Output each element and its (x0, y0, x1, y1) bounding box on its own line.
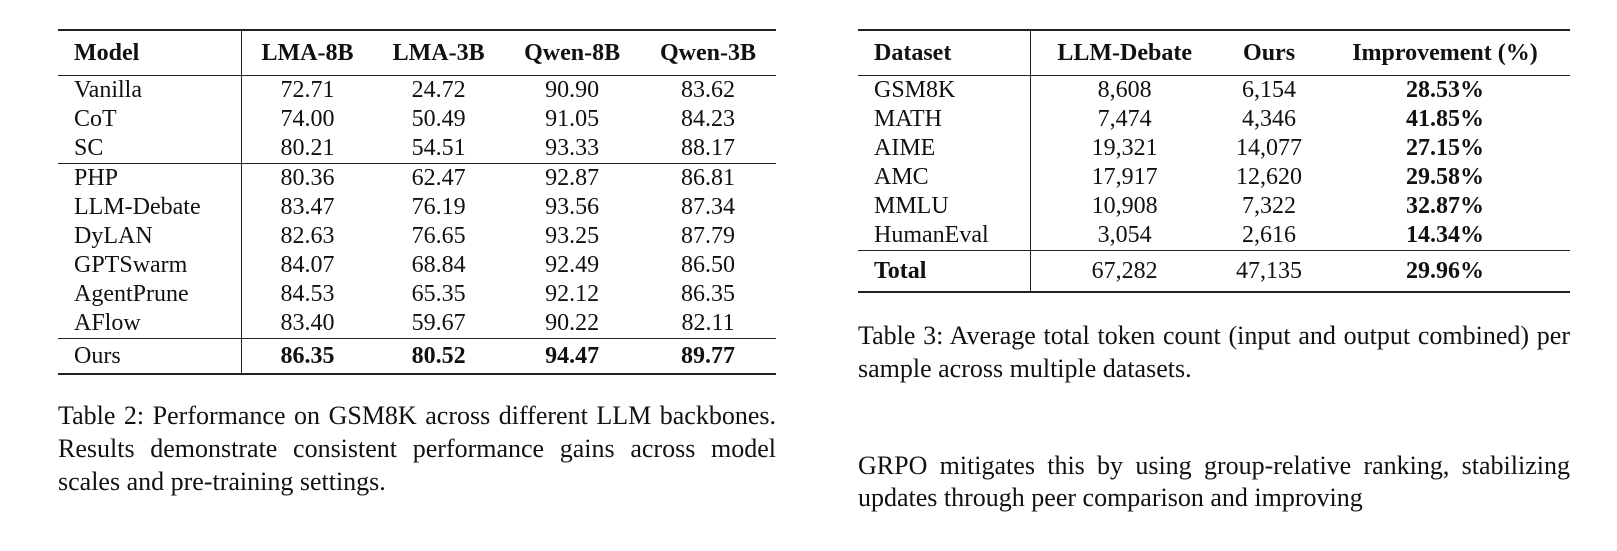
table-row (58, 222, 776, 251)
table-cell: 12,620 (1236, 164, 1303, 190)
table-cell: 82.11 (681, 310, 735, 336)
table-cell: 91.05 (545, 106, 600, 132)
model-name: GPTSwarm (58, 251, 241, 280)
table-cell: 83.62 (681, 77, 736, 103)
table-header-row (858, 30, 1570, 76)
table-cell: 83.47 (280, 194, 335, 220)
dataset-name: MATH (858, 105, 1031, 134)
table-cell: 83.40 (280, 310, 335, 336)
table-3 (858, 29, 1570, 293)
table-cell: 17,917 (1091, 164, 1158, 190)
table-cell: 86.35 (241, 339, 373, 375)
table-cell: 86.50 (681, 252, 736, 278)
header-cell: LMA-3B (373, 30, 504, 76)
table-cell: 84.53 (280, 281, 335, 307)
dataset-name: AMC (858, 163, 1031, 192)
table-cell: 68.84 (411, 252, 466, 278)
table-row (858, 76, 1570, 106)
table-cell: 93.56 (545, 194, 600, 220)
total-label: Total (858, 251, 1031, 293)
table-cell: 8,608 (1097, 77, 1152, 103)
model-name: PHP (58, 164, 241, 194)
table-row (58, 251, 776, 280)
table-cell: 80.52 (373, 339, 504, 375)
table-cell: 76.19 (411, 194, 466, 220)
table-cell: 62.47 (373, 164, 504, 194)
table-row (858, 192, 1570, 221)
table-cell: 29.96% (1320, 251, 1570, 293)
table-cell: 6,154 (1242, 77, 1297, 103)
table-row (858, 163, 1570, 192)
model-name: Ours (58, 339, 241, 375)
table-2-caption: Table 2: Performance on GSM8K across different LLM backbones. Results demonstrate consistent performance gains across model scales and pre-training settings. (58, 401, 776, 496)
table-cell: 27.15% (1405, 135, 1484, 161)
table-cell: 19,321 (1091, 135, 1158, 161)
table-cell: 76.65 (411, 223, 466, 249)
header-cell: Qwen-3B (640, 30, 776, 76)
table-cell: 94.47 (504, 339, 640, 375)
table-cell: 82.63 (280, 223, 335, 249)
table-cell: 28.53% (1405, 77, 1484, 103)
header-cell: Improvement (%) (1320, 30, 1570, 76)
table-row-ours (58, 339, 776, 375)
header-cell: Ours (1218, 30, 1320, 76)
model-name: CoT (58, 105, 241, 134)
table-2 (58, 29, 776, 375)
table-cell: 84.23 (681, 106, 736, 132)
table-cell: 2,616 (1242, 222, 1297, 248)
table-cell: 47,135 (1218, 251, 1320, 293)
table-cell: 88.17 (681, 135, 736, 161)
table-cell: 14.34% (1405, 222, 1484, 248)
dataset-name: GSM8K (858, 76, 1031, 106)
table-3-caption: Table 3: Average total token count (input and output combined) per sample across multiple datasets. (858, 321, 1570, 383)
model-name: AgentPrune (58, 280, 241, 309)
table-cell: 54.51 (411, 135, 466, 161)
right-column (858, 0, 1570, 514)
table-cell: 87.34 (681, 194, 736, 220)
table-cell: 3,054 (1097, 222, 1152, 248)
table-row-total (858, 251, 1570, 293)
table-cell: 86.35 (681, 281, 736, 307)
model-name: AFlow (58, 309, 241, 339)
table-row (858, 221, 1570, 251)
table-cell: 90.90 (545, 77, 600, 103)
model-name: SC (58, 134, 241, 164)
table-cell: 7,474 (1097, 106, 1152, 132)
table-cell: 7,322 (1242, 193, 1297, 219)
model-name: LLM-Debate (58, 193, 241, 222)
table-cell: 67,282 (1031, 251, 1219, 293)
header-cell: Dataset (858, 30, 1031, 76)
table-cell: 93.33 (545, 135, 600, 161)
table-row (58, 280, 776, 309)
table-row (58, 193, 776, 222)
model-name: Vanilla (58, 76, 241, 106)
header-cell: Model (58, 30, 241, 76)
table-cell: 41.85% (1405, 106, 1484, 132)
table-row (858, 134, 1570, 163)
table-cell: 92.87 (504, 164, 640, 194)
table-row (58, 164, 776, 194)
table-cell: 89.77 (640, 339, 776, 375)
table-cell: 84.07 (280, 252, 335, 278)
table-cell: 80.21 (280, 135, 335, 161)
table-cell: 90.22 (545, 310, 600, 336)
table-cell: 50.49 (411, 106, 466, 132)
table-cell: 4,346 (1242, 106, 1297, 132)
table-row (858, 105, 1570, 134)
table-cell: 72.71 (280, 77, 335, 103)
table-cell: 74.00 (280, 106, 335, 132)
model-name: DyLAN (58, 222, 241, 251)
table-cell: 65.35 (411, 281, 466, 307)
dataset-name: AIME (858, 134, 1031, 163)
table-cell: 59.67 (411, 310, 466, 336)
table-row (58, 105, 776, 134)
table-cell: 10,908 (1091, 193, 1158, 219)
table-row (58, 76, 776, 106)
table-cell: 80.36 (241, 164, 373, 194)
dataset-name: HumanEval (858, 221, 1031, 251)
header-cell: Qwen-8B (504, 30, 640, 76)
table-cell: 14,077 (1236, 135, 1303, 161)
table-cell: 32.87% (1405, 193, 1484, 219)
table-cell: 87.79 (681, 223, 736, 249)
table-row (58, 309, 776, 339)
left-column (58, 0, 776, 498)
table-cell: 24.72 (411, 77, 466, 103)
body-paragraph: GRPO mitigates this by using group-relative ranking, stabilizing updates through peer comparison and improving (858, 451, 1570, 512)
header-cell: LLM-Debate (1031, 30, 1219, 76)
table-cell: 92.49 (545, 252, 600, 278)
table-cell: 86.81 (640, 164, 776, 194)
header-cell: LMA-8B (241, 30, 373, 76)
table-cell: 93.25 (545, 223, 600, 249)
table-row (58, 134, 776, 164)
table-cell: 92.12 (545, 281, 600, 307)
table-cell: 29.58% (1405, 164, 1484, 190)
table-header-row (58, 30, 776, 76)
dataset-name: MMLU (858, 192, 1031, 221)
